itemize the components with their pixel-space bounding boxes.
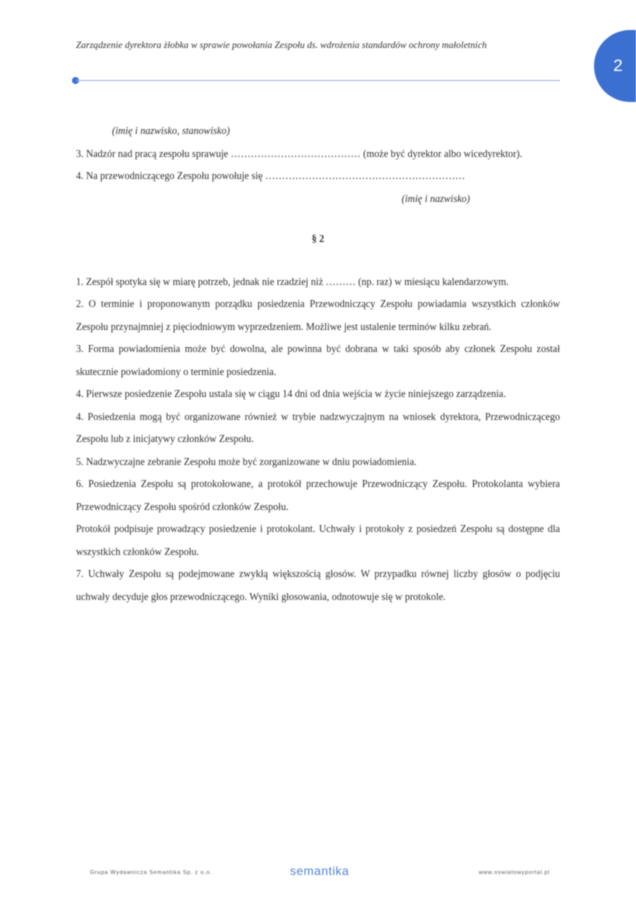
paragraph-9: 7. Uchwały Zespołu są podejmowane zwykłą większością głosów. W przypadku równej liczby głosów o podjęciu uchwały decyduje głos przewodniczącego. Wyniki głosowania, odnotowuje się w protokole.: [76, 569, 560, 603]
paragraph-5: 4. Posiedzenia mogą być organizowane również w trybie nadzwyczajnym na wniosek dyrektora, Przewodniczącego Zespołu lub z inicjatywy członków Zespołu.: [76, 411, 560, 445]
paragraph-3: 3. Forma powiadomienia może być dowolna, ale powinna być dobrana w taki sposób aby członek Zespołu został skutecznie powiadomiony o terminie posiedzenia.: [76, 344, 560, 378]
footer-publisher: Grupa Wydawnicza Semantika Sp. z o.o.: [90, 870, 213, 876]
paragraph-2: 2. O terminie i proponowanym porządku posiedzenia Przewodniczący Zespołu powiadamia wszystkich członków Zespołu przynajmniej z pięciodniowym wyprzedzeniem. Możliwe jest ustalenie terminów kilku zebrań.: [76, 299, 560, 333]
page-number-tab: [594, 30, 636, 102]
item-3-supervision: 3. Nadzór nad pracą zespołu sprawuje ………………………………… (może być dyrektor albo wicedyrektor).: [76, 148, 523, 160]
paragraph-4: 4. Pierwsze posiedzenie Zespołu ustala się w ciągu 14 dni od dnia wejścia w życie niniejszego zarządzenia.: [76, 389, 506, 400]
paragraph-1: 1. Zespół spotyka się w miarę potrzeb, jednak nie rzadziej niż ……… (np. raz) w miesiącu kalendarzowym.: [76, 276, 509, 288]
section-heading: § 2: [311, 234, 325, 245]
page-number: 2: [613, 56, 623, 75]
document-footer: [90, 864, 550, 884]
paragraph-8: Protokół podpisuje prowadzący posiedzenie i protokolant. Uchwały i protokoły z posiedzeń Zespołu są dostępne dla wszystkich członków Zespołu.: [76, 524, 560, 558]
document-body: [76, 121, 560, 609]
label-name-position: (imię i nazwisko, stanowisko): [112, 126, 230, 137]
item-4-chairman: 4. Na przewodniczącego Zespołu powołuje się ……………………………………………………: [76, 171, 466, 182]
paragraph-6: 5. Nadzwyczajne zebranie Zespołu może być zorganizowane w dniu powiadomienia.: [76, 456, 417, 468]
header-divider: [76, 80, 560, 81]
footer-website-link[interactable]: www.oswiatowyportal.pl: [478, 870, 550, 876]
label-name: (imię i nazwisko): [401, 193, 470, 205]
paragraph-7: 6. Posiedzenia Zespołu są protokołowane, a protokół przechowuje Przewodniczący Zespołu. Protokolanta wybiera Przewodniczący Zespołu spośród członków Zespołu.: [76, 479, 560, 513]
document-header-title: Zarządzenie dyrektora żłobka w sprawie powołania Zespołu ds. wdrożenia standardów ochrony małoletnich: [76, 41, 487, 51]
footer-logo: semantika: [290, 864, 350, 878]
